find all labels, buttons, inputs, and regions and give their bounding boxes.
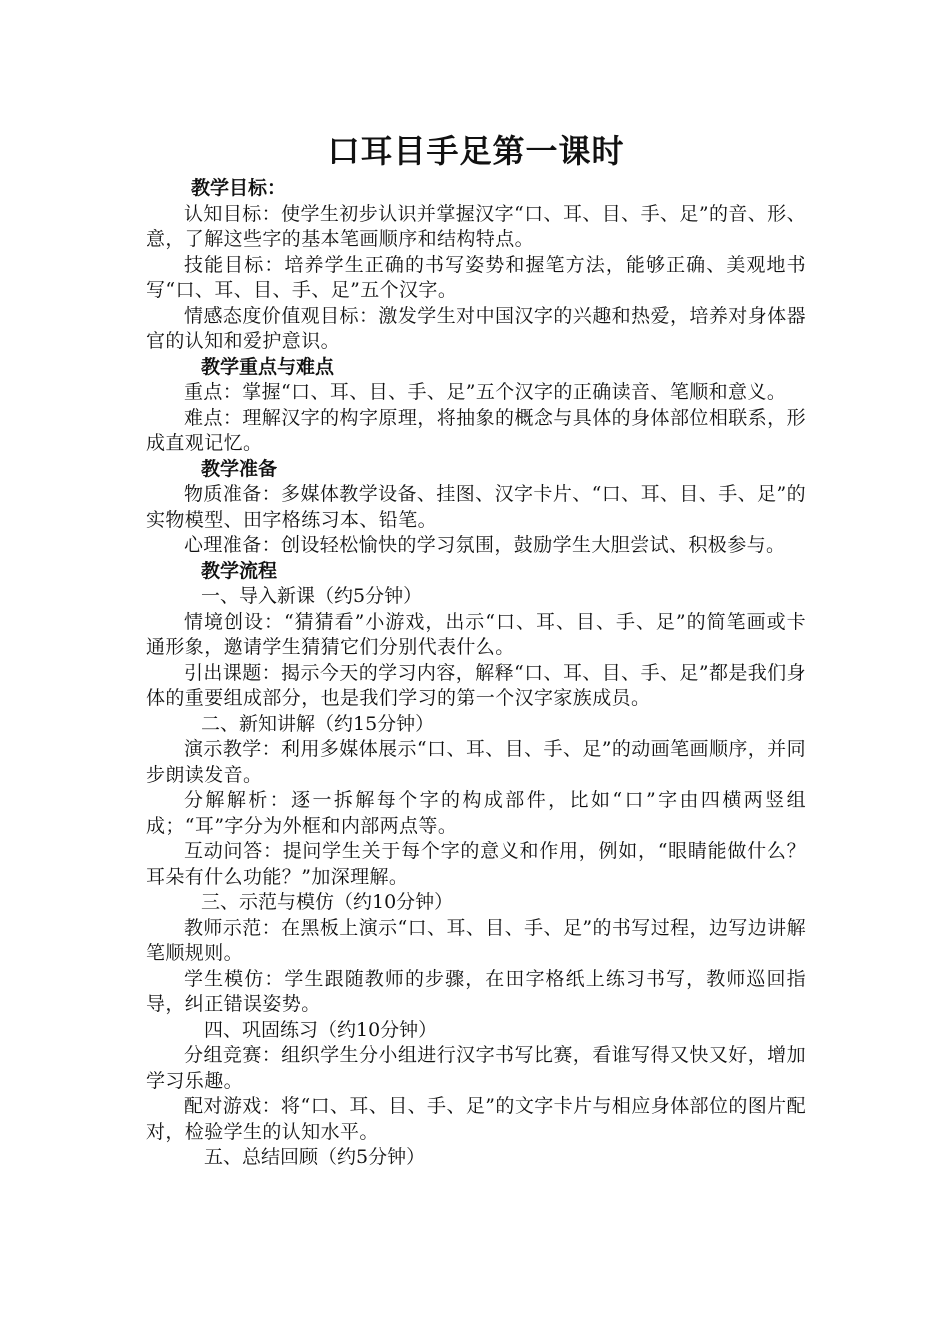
section-heading-preparation: 教学准备 (201, 457, 278, 480)
section-heading-keypoints: 教学重点与难点 (201, 355, 335, 378)
paragraph-group-contest: 分组竞赛：组织学生分小组进行汉字书写比赛，看谁写得又快又好，增加学习乐趣。 (146, 1044, 806, 1092)
subsection-title-new-knowledge: 二、新知讲解（约15分钟） (201, 712, 435, 735)
section-heading-objectives: 教学目标： (191, 177, 287, 199)
paragraph-scenario: 情境创设：“猜猜看”小游戏，出示“口、耳、目、手、足”的简笔画或卡通形象，邀请学生猜猜它们分别代表什么。 (146, 610, 806, 658)
paragraph-topic-intro: 引出课题：揭示今天的学习内容，解释“口、耳、目、手、足”都是我们身体的重要组成部分，也是我们学习的第一个汉字家族成员。 (146, 661, 806, 709)
paragraph-matching-game: 配对游戏：将“口、耳、目、手、足”的文字卡片与相应身体部位的图片配对，检验学生的认知水平。 (146, 1095, 806, 1143)
paragraph-demo-teaching: 演示教学：利用多媒体展示“口、耳、目、手、足”的动画笔画顺序，并同步朗读发音。 (146, 738, 806, 786)
paragraph-analysis: 分解解析：逐一拆解每个字的构成部件，比如“口”字由四横两竖组成；“耳”字分为外框和内部两点等。 (146, 789, 806, 837)
paragraph-difficulty: 难点：理解汉字的构字原理，将抽象的概念与具体的身体部位相联系，形成直观记忆。 (146, 406, 806, 454)
subsection-title-demonstration: 三、示范与模仿（约10分钟） (201, 891, 454, 913)
paragraph-emotion-objective: 情感态度价值观目标：激发学生对中国汉字的兴趣和热爱，培养对身体器官的认知和爱护意识。 (146, 304, 806, 352)
paragraph-cognitive-objective: 认知目标：使学生初步认识并掌握汉字“口、耳、目、手、足”的音、形、意，了解这些字的基本笔画顺序和结构特点。 (146, 202, 806, 250)
paragraph-mental-preparation: 心理准备：创设轻松愉快的学习氛围，鼓励学生大胆尝试、积极参与。 (184, 534, 786, 556)
subsection-title-summary: 五、总结回顾（约5分钟） (204, 1146, 426, 1168)
paragraph-focus: 重点：掌握“口、耳、目、手、足”五个汉字的正确读音、笔顺和意义。 (184, 381, 787, 403)
subsection-title-practice: 四、巩固练习（约10分钟） (204, 1018, 438, 1041)
paragraph-qa: 互动问答：提问学生关于每个字的意义和作用，例如，“眼睛能做什么？耳朵有什么功能？”加深理解。 (146, 840, 806, 888)
section-heading-process: 教学流程 (201, 559, 278, 582)
paragraph-teacher-demo: 教师示范：在黑板上演示“口、耳、目、手、足”的书写过程，边写边讲解笔顺规则。 (146, 916, 806, 964)
paragraph-student-imitation: 学生模仿：学生跟随教师的步骤，在田字格纸上练习书写，教师巡回指导，纠正错误姿势。 (146, 967, 806, 1015)
paragraph-material-preparation: 物质准备：多媒体教学设备、挂图、汉字卡片、“口、耳、目、手、足”的实物模型、田字格练习本、铅笔。 (146, 483, 806, 531)
document-page (146, 126, 806, 1171)
paragraph-skill-objective: 技能目标：培养学生正确的书写姿势和握笔方法，能够正确、美观地书写“口、耳、目、手、足”五个汉字。 (146, 253, 806, 301)
subsection-title-intro: 一、导入新课（约5分钟） (201, 585, 423, 607)
document-title: 口耳目手足第一课时 (327, 132, 625, 170)
